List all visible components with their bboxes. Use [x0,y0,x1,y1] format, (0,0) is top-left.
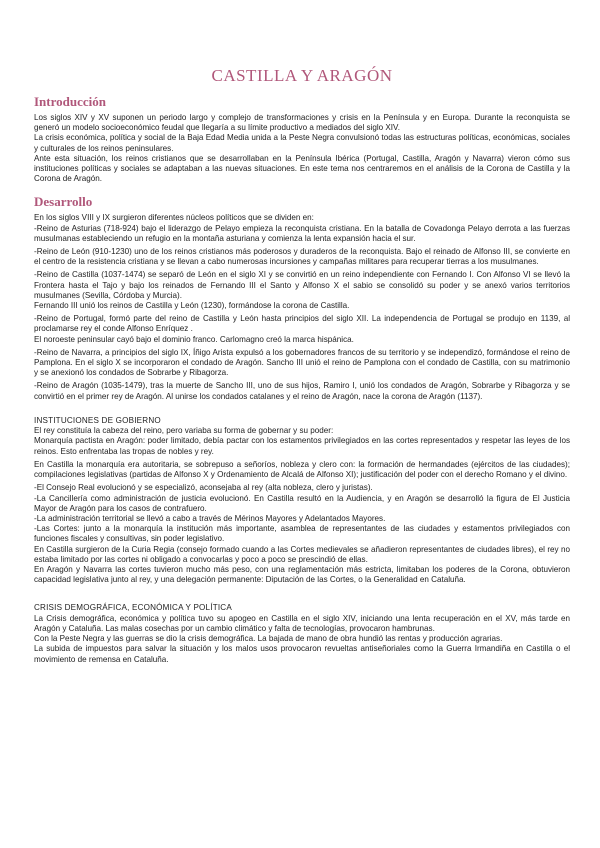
paragraph: La subida de impuestos para salvar la situación y los malos usos provocaron revueltas antiseñoriales como la Guerra Irmandiña en Castilla o el movimiento de remensa en Cataluña. [34,644,570,664]
instituciones-heading: INSTITUCIONES DE GOBIERNO [34,415,161,425]
desarrollo-heading: Desarrollo [34,194,93,210]
paragraph: La Crisis demográfica, económica y política tuvo su apogeo en Castilla en el siglo XIV, iniciando una lenta recuperación en el XV, más tarde en Aragón y Cataluña. Las malas cosechas por un cambio climático y falta de tecnologías, provocaron hambrunas. [34,613,570,633]
reino-castilla: -Reino de Castilla (1037-1474) se separó de León en el siglo XI y se convirtió en un reino independiente con Fernando I. Con Alfonso VI se llevó la Frontera hasta el Tajo y bajo los reinados de Fernando III el Santo y Alfonso X el sabio se consolidó su poder y se anexó varios territorios musulmanes (Sevilla, Córdoba y Murcia). [34,270,570,300]
paragraph: En Castilla la monarquía era autoritaria, se sobrepuso a señoríos, nobleza y clero con: la formación de hermandades (ejércitos de las ciudades); compilaciones legislativas (partidas de Alfonso X y Ordenamiento de Alcalá de Alfonso XI); justificación del poder con el derecho Romano y el divino. [34,459,570,480]
crisis-heading: CRISIS DEMOGRÁFICA, ECONÓMICA Y POLÍTICA [34,603,232,613]
reino-navarra: -Reino de Navarra, a principios del siglo IX, Íñigo Arista expulsó a los gobernadores francos de su territorio y se independizó, formándose el reino de Pamplona. En el siglo X se incorporaron el condado de Aragón. Sancho III unió el reino de Pamplona con el condado de Castilla, con su matrimonio y se anexionó los condados de Sobrarbe y Ribagorza. [34,347,570,378]
reino-leon: -Reino de León (910-1230) uno de los reinos cristianos más poderosos y duraderos de la reconquista. Bajo el reinado de Alfonso III, se convierte en el centro de la resistencia cristiana y se llevan a cabo numerosas incursiones y campañas militares para recuperar tierras a los musulmanes. [34,247,570,267]
reino-aragon: -Reino de Aragón (1035-1479), tras la muerte de Sancho III, uno de sus hijos, Ramiro I, unió los condados de Aragón, Sobrarbe y Ribagorza y se convirtió en el primer rey de Aragón. Al unirse los condados catalanes y el reino de Aragón, nace la corona de Aragón (1137). [34,381,570,401]
paragraph: La crisis económica, política y social de la Baja Edad Media unida a la Peste Negra convulsionó todas las estructuras políticas, económicas, sociales y culturales de los reinos peninsulares. [34,133,570,153]
paragraph: Los siglos XIV y XV suponen un periodo largo y complejo de transformaciones y crisis en la Península y en Europa. Durante la reconquista se generó un modelo socioeconómico feudal que llegaría a su límite productivo a mediados del siglo XIV. [34,113,570,133]
reino-asturias: -Reino de Asturias (718-924) bajo el liderazgo de Pelayo empieza la reconquista cristiana. En la batalla de Covadonga Pelayo derrota a las fuerzas musulmanas estableciendo un refugio en la montaña asturiana y comienza la lenta expansión hacia el sur. [34,223,570,243]
paragraph: -La Cancillería como administración de justicia evolucionó. En Castilla resultó en la Audiencia, y en Aragón se desarrolló la figura de El Justicia Mayor de Aragón para los casos de contrafuero. [34,493,570,513]
paragraph: Monarquía pactista en Aragón: poder limitado, debía pactar con los estamentos privilegiados en las cortes representados y respetar las leyes de los reinos. Esto enfrentaba las tropas de nobles y rey. [34,436,570,456]
reino-portugal: -Reino de Portugal, formó parte del reino de Castilla y León hasta principios del siglo XII. La independencia de Portugal se produjo en 1139, al proclamarse rey el conde Alfonso Enríquez . [34,314,570,334]
introduccion-heading: Introducción [34,94,106,109]
introduccion-body [34,113,570,184]
paragraph: -El Consejo Real evolucionó y se especializó, aconsejaba al rey (alta nobleza, clero y juristas). [34,483,373,493]
paragraph: Ante esta situación, los reinos cristianos que se desarrollaban en la Península Ibérica (Portugal, Castilla, Aragón y Navarra) vieron cómo sus instituciones políticas y sociales se adaptaban a las nuevas situaciones. En este tema nos centraremos en el análisis de la Corona de Castilla y la Corona de Aragón. [34,153,570,184]
paragraph: En Aragón y Navarra las cortes tuvieron mucho más peso, con una reglamentación más estricta, limitaban los poderes de la Corona, obtuvieron capacidad legislativa junto al rey, y una delegación permanente: Diputación de las Cortes, o la Generalidad en Cataluña. [34,564,570,585]
marca-hispanica: El noroeste peninsular cayó bajo el dominio franco. Carlomagno creó la marca hispánica. [34,334,354,344]
desarrollo-intro: En los siglos VIII y IX surgieron diferentes núcleos políticos que se dividen en: [34,213,314,223]
paragraph: Con la Peste Negra y las guerras se dio la crisis demográfica. La bajada de mano de obra hundió las rentas y producción agrarias. [34,634,503,644]
paragraph: El rey constituía la cabeza del reino, pero variaba su forma de gobernar y su poder: [34,426,334,436]
paragraph: -Las Cortes: junto a la monarquía la institución más importante, asamblea de representantes de las ciudades y estamentos privilegiados con funciones fiscales y consultivas, sin poder legislativo. [34,524,570,544]
reino-castilla-union: Fernando III unió los reinos de Castilla y León (1230), formándose la corona de Castilla. [34,301,350,311]
page-title: CASTILLA Y ARAGÓN [211,66,393,85]
paragraph: -La administración territorial se llevó a cabo a través de Mérinos Mayores y Adelantados Mayores. [34,513,386,523]
paragraph: En Castilla surgieron de la Curia Regia (consejo formado cuando a las Cortes medievales se añadieron representantes de ciudades libres), el rey no estaba limitado por las cortes ni obligado a convocarlas y poco a poco se prescindió de ellas. [34,544,570,564]
